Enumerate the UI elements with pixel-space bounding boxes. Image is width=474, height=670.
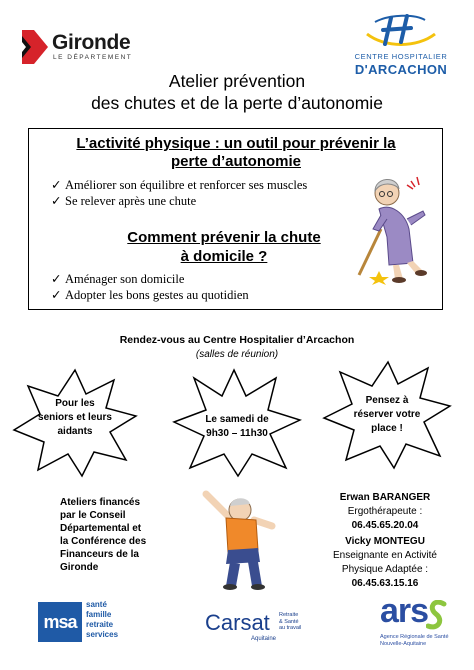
hospital-emblem-icon — [345, 14, 457, 52]
section2-heading-line1: Comment prévenir la chute — [127, 229, 321, 246]
hospital-line2: D'ARCACHON — [354, 62, 448, 77]
ars-logo — [380, 592, 464, 660]
page-title-line2: des chutes et de la perte d’autonomie — [91, 93, 383, 113]
section1-heading-line1: L’activité physique : un outil pour prévenir la — [76, 135, 396, 152]
funding-note: Ateliers financés par le Conseil Départemental et la Conférence des Financeurs de la Gironde — [60, 497, 147, 573]
section1-heading-line2: perte d’autonomie — [170, 153, 301, 170]
contact-baranger: Erwan BARANGER Ergothérapeute : 06.45.65.20.04 — [339, 492, 431, 531]
section1-bullet: ✓ Améliorer son équilibre et renforcer ses muscles — [51, 178, 308, 192]
carsat-tagline: Retraite & Santé au travail — [279, 612, 302, 631]
gironde-name: Gironde — [52, 31, 131, 54]
rendezvous-line: Rendez-vous au Centre Hospitalier d’Arcachon — [119, 334, 355, 346]
section2-heading-line2: à domicile ? — [180, 248, 268, 265]
rendezvous-sub: (salles de réunion) — [195, 349, 279, 360]
ars-name: ars — [380, 592, 429, 630]
hospital-line1: CENTRE HOSPITALIER — [354, 52, 448, 61]
carsat-logo — [205, 610, 325, 646]
msa-mark: msa — [38, 602, 82, 642]
star-middle-text: Le samedi de 9h30 – 11h30 — [205, 414, 269, 439]
msa-logo — [38, 600, 158, 646]
msa-tagline: santé famille retraite services — [86, 600, 119, 639]
section1-bullet: ✓ Se relever après une chute — [51, 194, 197, 208]
ars-subtitle: Agence Régionale de Santé Nouvelle-Aquitaine — [380, 634, 449, 647]
star-left-text: Pour les seniors et leurs aidants — [38, 398, 112, 437]
hospital-logo — [345, 14, 457, 77]
checkmark-icon: ✓ — [51, 272, 62, 286]
gironde-chevron-icon — [20, 30, 48, 64]
falling-elderly-woman-illustration — [351, 167, 437, 285]
page-title-line1: Atelier prévention — [168, 71, 306, 91]
gironde-logo — [20, 30, 140, 66]
section2-bullet: ✓ Aménager son domicile — [51, 272, 185, 286]
section2-bullet: ✓ Adopter les bons gestes au quotidien — [51, 288, 249, 302]
gironde-subtitle: LE DÉPARTEMENT — [53, 54, 133, 61]
checkmark-icon: ✓ — [51, 194, 62, 208]
carsat-region: Aquitaine — [251, 636, 277, 642]
carsat-name: Carsat — [205, 610, 270, 635]
contact-montegu: Vicky MONTEGU Enseignante en Activité Physique Adaptée : 06.45.63.15.16 — [333, 536, 437, 589]
stretching-man-illustration — [200, 486, 280, 590]
checkmark-icon: ✓ — [51, 178, 62, 192]
star-right-text: Pensez à réserver votre place ! — [353, 395, 421, 434]
ars-swoosh-icon — [426, 600, 448, 630]
info-box — [28, 128, 443, 310]
checkmark-icon: ✓ — [51, 288, 62, 302]
